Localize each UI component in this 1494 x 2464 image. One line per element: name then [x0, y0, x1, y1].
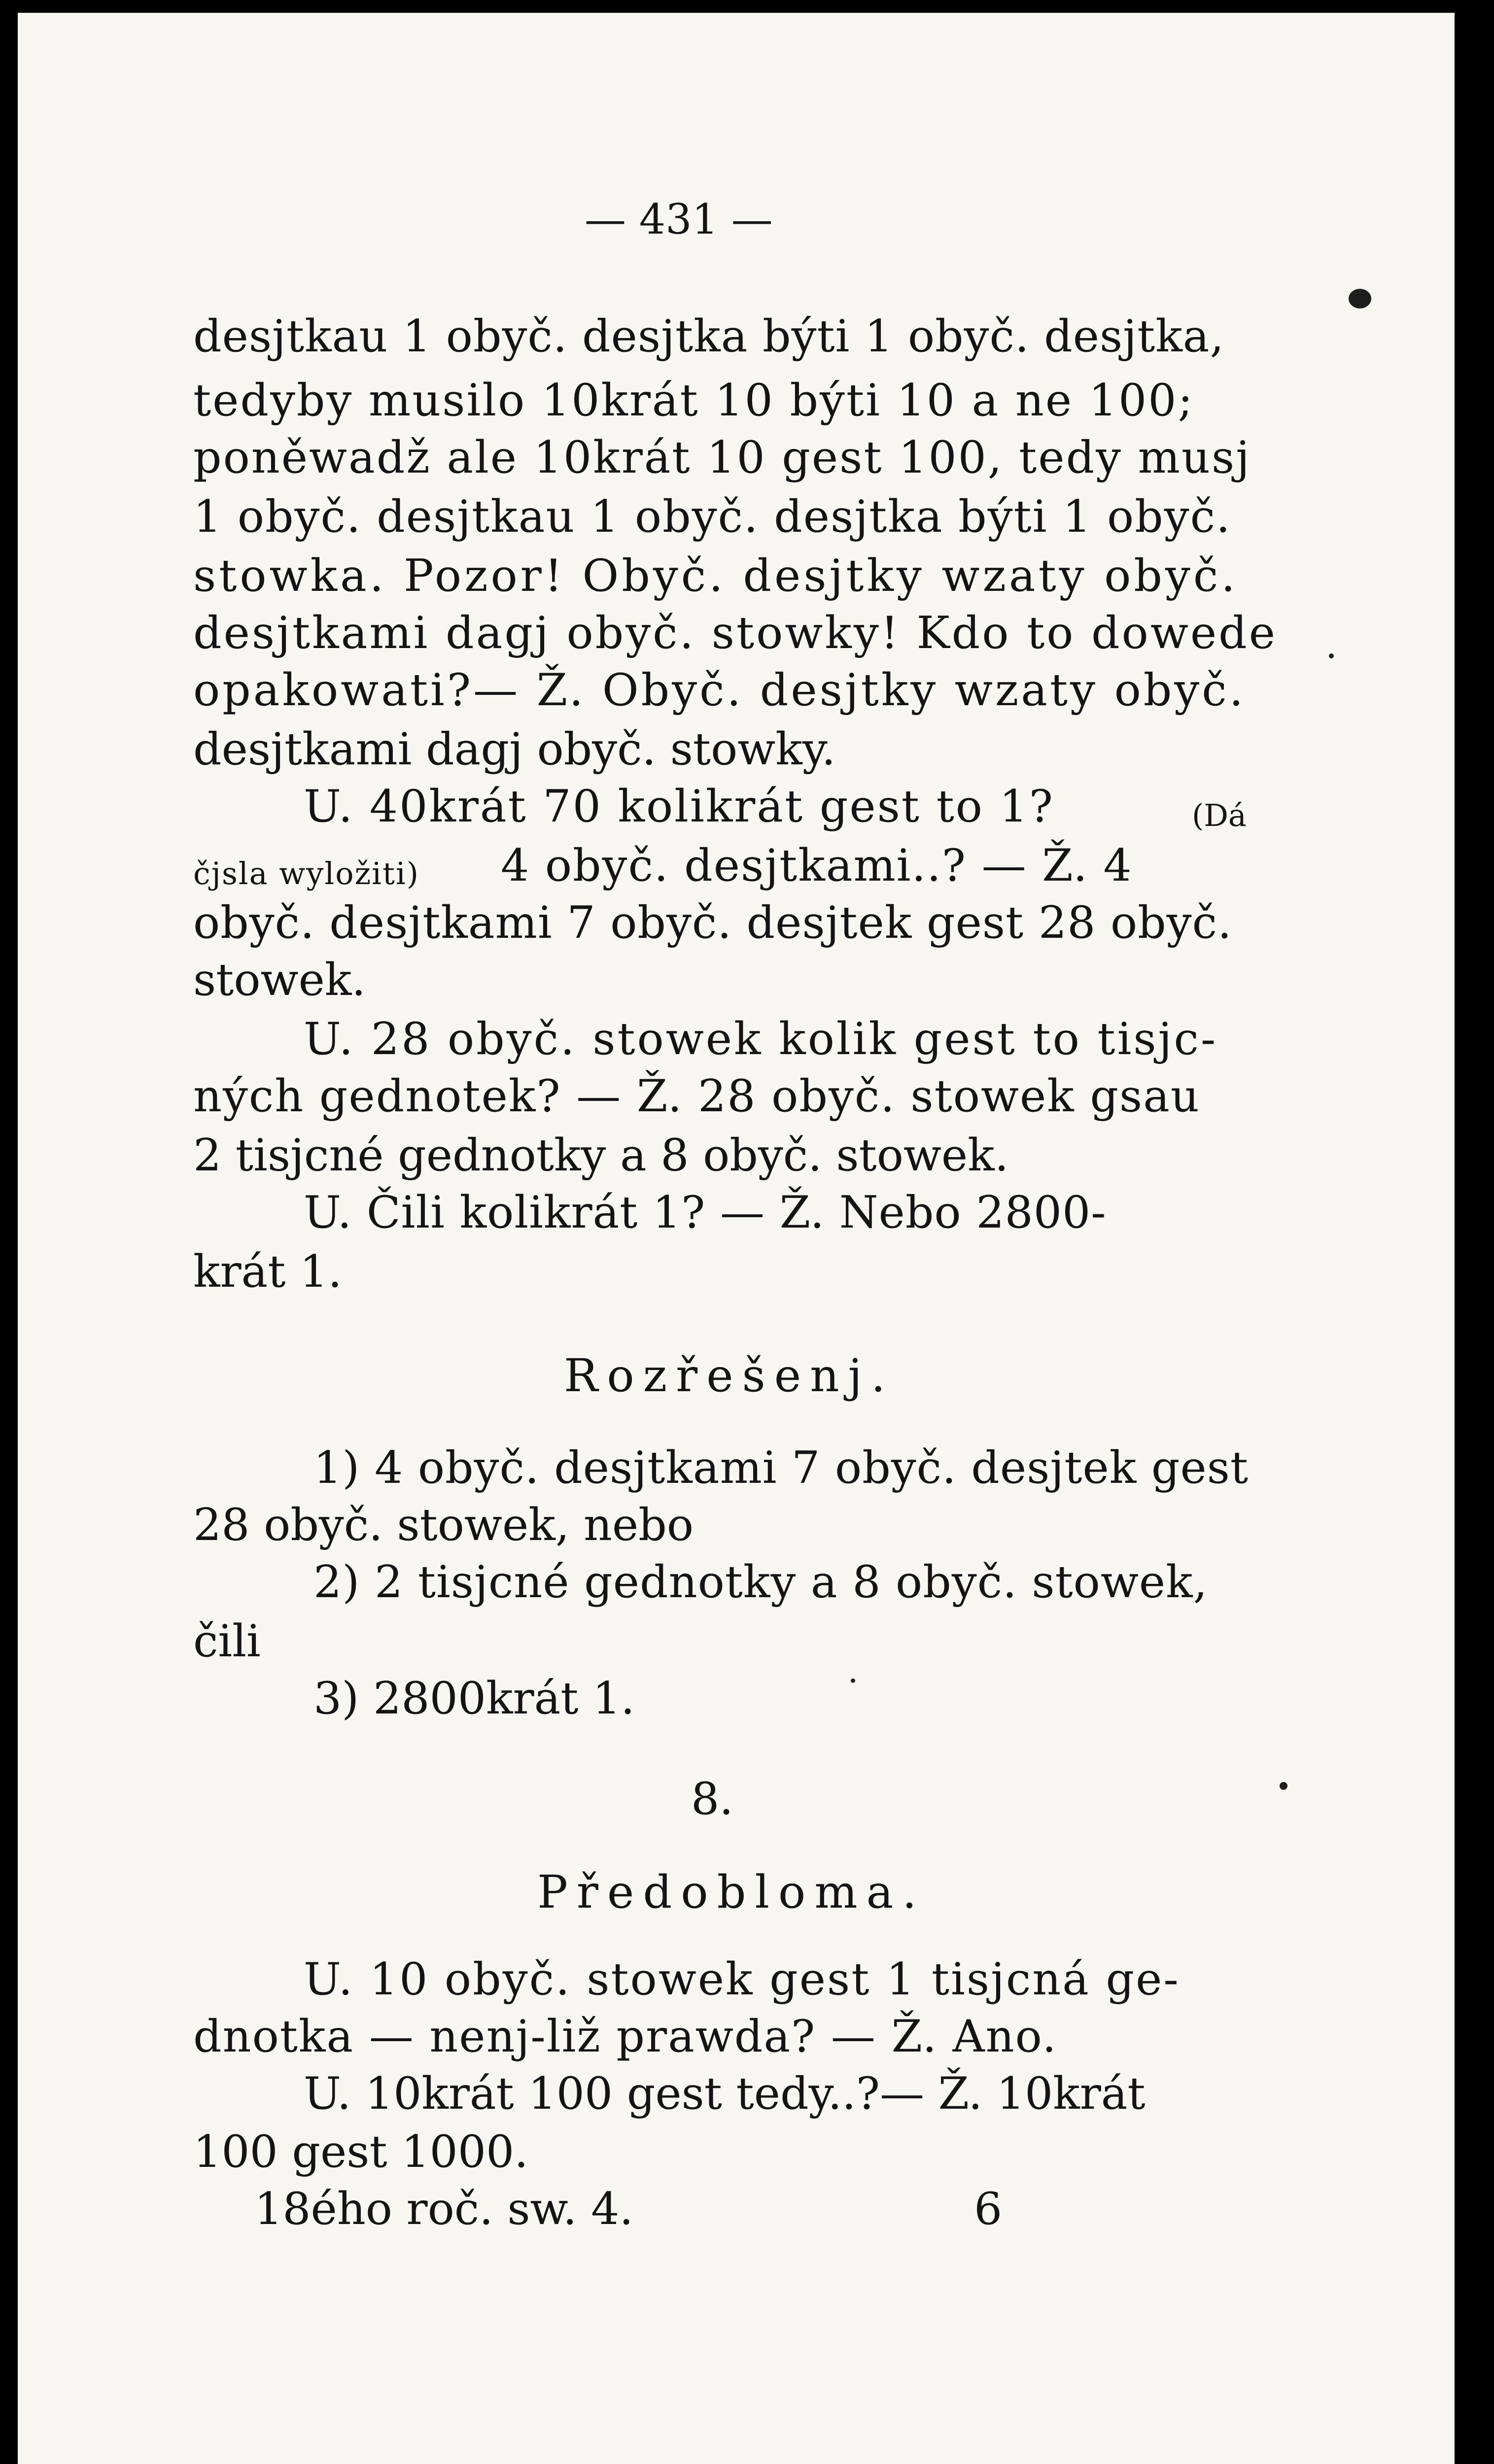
- body-line-8: desjtkami dagj obyč. stowky.: [193, 723, 836, 775]
- final-line-2: dnotka — nenj-liž prawda? — Ž. Ano.: [193, 2011, 1057, 2062]
- final-line-1: U. 10 obyč. stowek gest 1 tisjcná ge-: [304, 1953, 1180, 2005]
- body-line-5: stowka. Pozor! Obyč. desjtky wzaty obyč.: [193, 550, 1238, 602]
- solution-line-1: 1) 4 obyč. desjtkami 7 obyč. desjtek gest: [313, 1442, 1249, 1494]
- question-note-b: čjsla wyložiti): [193, 856, 419, 891]
- question-line-a: U. 40krát 70 kolikrát gest to 1?: [304, 781, 1055, 832]
- final-line-4: 100 gest 1000.: [193, 2126, 528, 2178]
- question-line-d: stowek.: [193, 954, 366, 1006]
- body-line-6: desjtkami dagj obyč. stowky! Kdo to dowede: [193, 607, 1278, 659]
- ink-speck: [1329, 653, 1334, 658]
- ink-speck: [1280, 1782, 1287, 1790]
- body-line-4: 1 obyč. desjtkau 1 obyč. desjtka býti 1 obyč.: [193, 491, 1231, 543]
- section-number: 8.: [691, 1773, 733, 1825]
- page-number: — 431 —: [585, 195, 773, 243]
- ink-speck: [851, 1678, 855, 1683]
- solution-line-2: 28 obyč. stowek, nebo: [193, 1499, 694, 1551]
- body-line-3: poněwadž ale 10krát 10 gest 100, tedy musj: [193, 432, 1251, 483]
- signature: 18ého roč. sw. 4.: [254, 2183, 633, 2235]
- block2-line-1: U. 28 obyč. stowek kolik gest to tisjc-: [304, 1013, 1218, 1065]
- scanned-page: [18, 13, 1455, 2464]
- solution-line-3: 2) 2 tisjcné gednotky a 8 obyč. stowek,: [313, 1556, 1208, 1608]
- block3-line-1: U. Čili kolikrát 1? — Ž. Nebo 2800-: [304, 1187, 1107, 1238]
- block2-line-2: ných gednotek? — Ž. 28 obyč. stowek gsau: [193, 1070, 1200, 1122]
- final-line-3: U. 10krát 100 gest tedy..?— Ž. 10krát: [304, 2068, 1146, 2120]
- section-heading: Rozřešenj.: [564, 1349, 895, 1402]
- solution-line-4: čili: [193, 1615, 261, 1667]
- solution-line-5: 3) 2800krát 1.: [313, 1673, 635, 1724]
- ink-blot: [1349, 289, 1371, 308]
- body-line-1: desjtkau 1 obyč. desjtka býti 1 obyč. desjtka,: [193, 310, 1225, 362]
- body-line-2: tedyby musilo 10krát 10 býti 10 a ne 100;: [193, 375, 1194, 426]
- body-line-7: opakowati?— Ž. Obyč. desjtky wzaty obyč.: [193, 664, 1246, 716]
- block3-line-2: krát 1.: [193, 1246, 342, 1298]
- question-line-c: obyč. desjtkami 7 obyč. desjtek gest 28 obyč.: [193, 897, 1232, 949]
- question-line-b: 4 obyč. desjtkami..? — Ž. 4: [501, 840, 1133, 891]
- section-heading-2: Předobloma.: [537, 1866, 926, 1918]
- question-note-a: (Dá: [1192, 797, 1247, 833]
- block2-line-3: 2 tisjcné gednotky a 8 obyč. stowek.: [193, 1129, 1009, 1181]
- signature-mark: 6: [974, 2183, 1003, 2235]
